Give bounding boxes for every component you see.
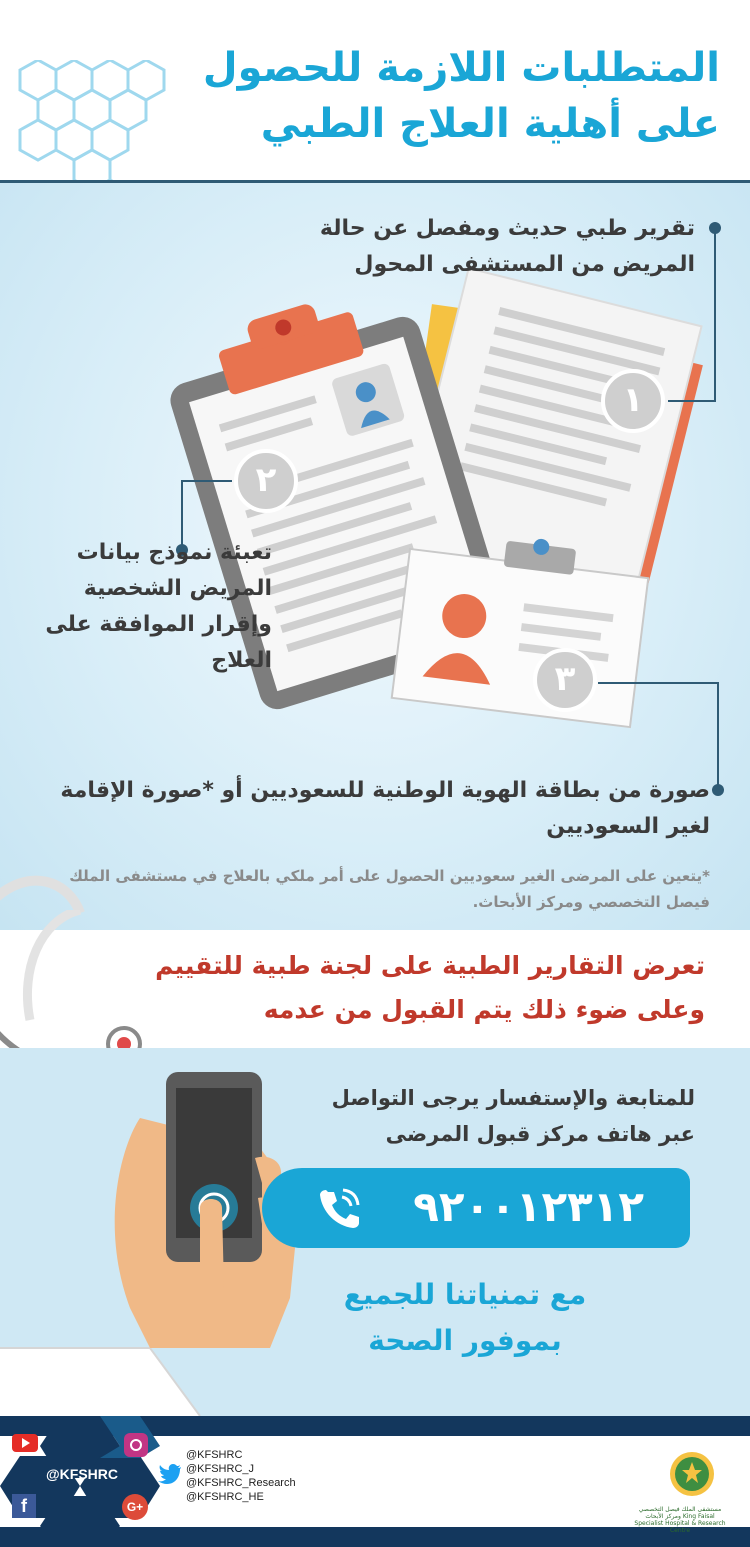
- phone-icon: [314, 1184, 364, 1234]
- requirements-section: [0, 183, 750, 930]
- req-3-number: ٣: [554, 659, 576, 699]
- contact-line-2: عبر هاتف مركز قبول المرضى: [385, 1122, 695, 1146]
- footnote-text: *يتعين على المرضى الغير سعوديين الحصول على أمر ملكي بالعلاج في مستشفى الملك فيصل التخصصي ومركز الأبحاث.: [69, 867, 710, 911]
- page-title: [160, 40, 720, 152]
- instagram-icon[interactable]: [124, 1433, 148, 1457]
- wishes-line-1: مع تمنياتنا للجميع: [343, 1278, 587, 1311]
- title-line-2: على أهلية العلاج الطبي: [260, 101, 720, 147]
- title-line-1: المتطلبات اللازمة للحصول: [202, 45, 720, 91]
- google-plus-icon[interactable]: G+: [122, 1494, 148, 1520]
- main-social-handle[interactable]: @KFSHRC: [46, 1466, 118, 1482]
- handle-item[interactable]: @KFSHRC: [186, 1449, 243, 1461]
- requirement-1-text: تقرير طبي حديث ومفصل عن حالة المريض من المستشفى المحول: [319, 216, 695, 277]
- twitter-icon[interactable]: [158, 1464, 182, 1484]
- phone-number: ٩٢٠٠١٢٣١٢: [413, 1182, 644, 1231]
- committee-line-1: تعرض التقارير الطبية على لجنة طبية للتقييم: [155, 951, 705, 980]
- committee-band: [0, 930, 750, 1048]
- handle-item[interactable]: @KFSHRC_Research: [186, 1477, 296, 1489]
- phone-number-box[interactable]: [262, 1168, 690, 1248]
- facebook-icon[interactable]: f: [12, 1494, 36, 1518]
- logo-caption: مستشفى الملك فيصل التخصصي ومركز الأبحاث King Faisal Specialist Hospital & Research Centre: [634, 1506, 726, 1534]
- committee-line-2: وعلى ضوء ذلك يتم القبول من عدمه: [263, 995, 705, 1024]
- committee-text: [145, 944, 705, 1032]
- header: [0, 0, 750, 185]
- wishes-line-2: بموفور الصحة: [368, 1324, 562, 1357]
- requirement-3-text: صورة من بطاقة الهوية الوطنية للسعوديين أو *صورة الإقامة لغير السعوديين: [60, 778, 710, 839]
- contact-line-1: للمتابعة والإستفسار يرجى التواصل: [331, 1086, 695, 1110]
- contact-text: [235, 1080, 695, 1152]
- contact-section: [0, 1048, 750, 1416]
- handle-item[interactable]: @KFSHRC_J: [186, 1463, 255, 1475]
- wishes-text: [265, 1272, 665, 1364]
- footer: [0, 1416, 750, 1547]
- social-handles-list: [186, 1448, 296, 1504]
- handle-item[interactable]: @KFSHRC_HE: [186, 1491, 264, 1503]
- req-1-number: ١: [622, 380, 644, 420]
- req-2-number: ٢: [255, 460, 277, 500]
- requirement-2-text: تعبئة نموذج بيانات المريض الشخصية وإقرار الموافقة على العلاج: [45, 540, 272, 673]
- youtube-icon[interactable]: [12, 1434, 38, 1452]
